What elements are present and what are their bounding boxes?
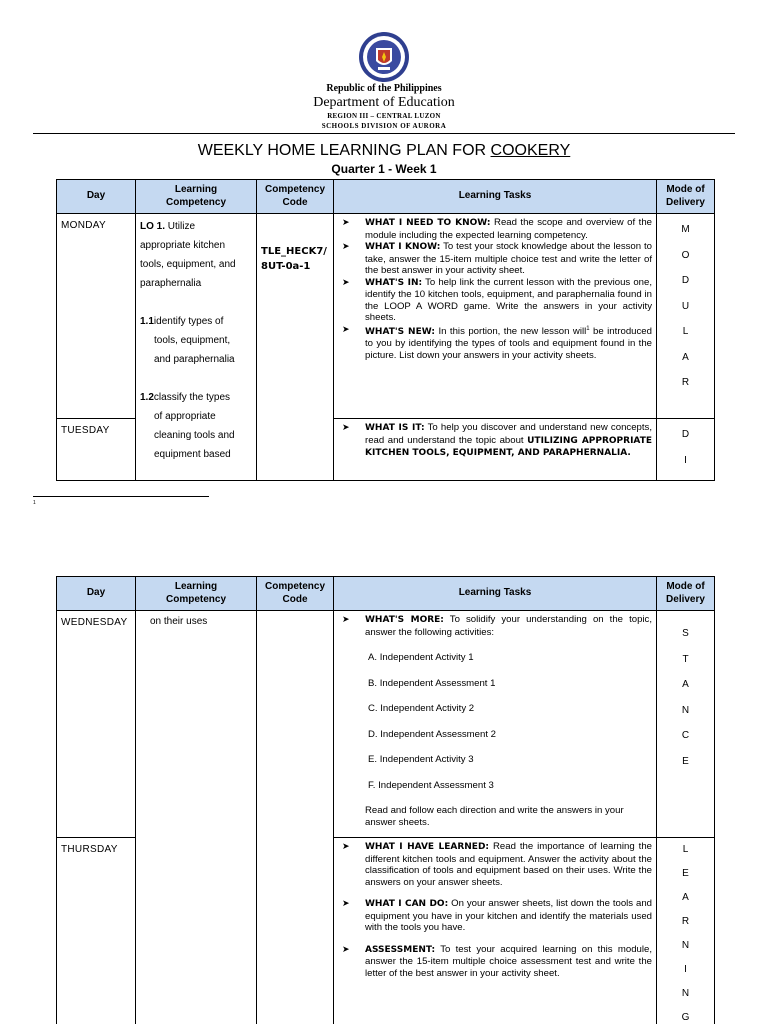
- monday-tasks: [334, 214, 657, 419]
- plan-title: [0, 142, 768, 160]
- competency-code-cell: [257, 611, 334, 1024]
- quarter-subtitle: Quarter 1 - Week 1: [331, 162, 437, 176]
- competency-cell: LO 1. Utilize appropriate kitchen tools, equipment, and paraphernalia 1.1identify types of tools, equipment, and paraphernalia 1.2classify the types of appropriate cleaning tools and equipment based: [136, 214, 257, 481]
- thursday-tasks: [334, 838, 657, 1024]
- title-subject: COOKERY: [490, 142, 571, 159]
- mode-wednesday: S T A N C E: [657, 611, 715, 838]
- table-header-row: [57, 180, 715, 214]
- task-whats-in: ➤ WHAT'S IN: To help link the current lesson with the previous one, identify the 10 kitchen tools, equipment, and paraphernalia found in the LOOP A WORD game. Write the answers in your activity sheets.: [342, 276, 653, 323]
- day-thursday: THURSDAY: [57, 838, 136, 1024]
- task-whats-more: ➤ WHAT'S MORE: To solidify your understanding on the topic, answer the following activities:: [342, 614, 652, 638]
- col-mode: Mode of Delivery: [657, 180, 715, 214]
- mode-thursday: L E A R N I N G: [657, 838, 715, 1024]
- table-row: [57, 214, 715, 419]
- lo-label: LO 1. Utilize: [140, 221, 196, 232]
- col-day: Day: [57, 577, 136, 611]
- col-competency: Learning Competency: [136, 577, 257, 611]
- col-competency: Learning Competency: [136, 180, 257, 214]
- division-text: SCHOOLS DIVISION OF AURORA: [321, 122, 447, 130]
- day-wednesday: WEDNESDAY: [57, 611, 136, 838]
- col-day: Day: [57, 180, 136, 214]
- table-row: [57, 611, 715, 838]
- activity-item: F. Independent Assessment 3: [368, 779, 494, 791]
- col-tasks: Learning Tasks: [334, 180, 657, 214]
- learning-plan-table-1: [56, 179, 715, 481]
- task-what-is-it: ➤ WHAT IS IT: To help you discover and understand new concepts, read and understand the topic about UTILIZING APPROPRIATE KITCHEN TOOLS, EQUIPMENT, AND PARAPHERNALIA.: [342, 422, 652, 458]
- footnote-divider: [33, 496, 209, 497]
- mode-monday: M O D U L A R: [657, 214, 715, 419]
- day-monday: MONDAY: [57, 214, 136, 419]
- mode-tuesday: D I: [657, 419, 715, 481]
- header-divider: [33, 133, 735, 134]
- table-header-row: [57, 577, 715, 611]
- task-what-i-need-to-know: ➤ WHAT I NEED TO KNOW: Read the scope and overview of the module including the expected learning competency.: [342, 217, 652, 241]
- tuesday-tasks: [334, 419, 657, 481]
- activity-item: A. Independent Activity 1: [368, 652, 474, 663]
- activity-item: D. Independent Assessment 2: [368, 728, 496, 740]
- task-what-i-can-do: ➤ WHAT I CAN DO: On your answer sheets, list down the tools and equipment you have in your kitchen and identify the materials used with the tools you have.: [342, 898, 653, 933]
- activity-item: B. Independent Assessment 1: [368, 677, 496, 689]
- col-mode: Mode of Delivery: [657, 577, 715, 611]
- task-whats-new: ➤ WHAT'S NEW: In this portion, the new lesson will$^1$ be introduced to you by identifying the types of tools and equipment found in the picture. List down your answers in your activity sheets.: [342, 323, 652, 361]
- col-code: Competency Code: [257, 577, 334, 611]
- activity-item: E. Independent Activity 3: [368, 754, 474, 765]
- task-assessment: ➤ ASSESSMENT: To test your acquired learning on this module, answer the 15-item multiple choice assessment test and write the letter of the best answer in your activity sheet.: [342, 943, 652, 979]
- activity-item: C. Independent Activity 2: [368, 703, 475, 714]
- region-text: REGION III – CENTRAL LUZON: [327, 112, 441, 120]
- col-code: Competency Code: [257, 180, 334, 214]
- day-tuesday: TUESDAY: [57, 419, 136, 481]
- activity-instructions: Read and follow each direction and write the answers in your answer sheets.: [365, 805, 624, 828]
- footnote-mark: 1: [33, 500, 36, 506]
- department-text: Department of Education: [313, 95, 455, 110]
- republic-text: Republic of the Philippines: [326, 83, 442, 94]
- footnote-ref[interactable]: 1: [586, 325, 590, 332]
- task-what-i-have-learned: ➤ WHAT I HAVE LEARNED: Read the importance of learning the different kitchen tools and equipment. Answer the activity about the classification of tools and equipment based on their uses. Write the answers on your answer sheets.: [342, 841, 652, 888]
- deped-seal-icon: [358, 31, 410, 83]
- title-prefix: WEEKLY HOME LEARNING PLAN FOR: [197, 142, 491, 159]
- wednesday-tasks: [334, 611, 657, 838]
- task-what-i-know: ➤ WHAT I KNOW: To test your stock knowledge about the lesson to take, answer the 15-item multiple choice test and write the letter of the best answer in your activity sheet.: [342, 241, 653, 276]
- learning-plan-table-2: [56, 576, 715, 1024]
- competency-code-cell: TLE_HECK7/ 8UT-0a-1: [257, 214, 334, 481]
- competency-cell: on their uses: [136, 611, 257, 1024]
- col-tasks: Learning Tasks: [334, 577, 657, 611]
